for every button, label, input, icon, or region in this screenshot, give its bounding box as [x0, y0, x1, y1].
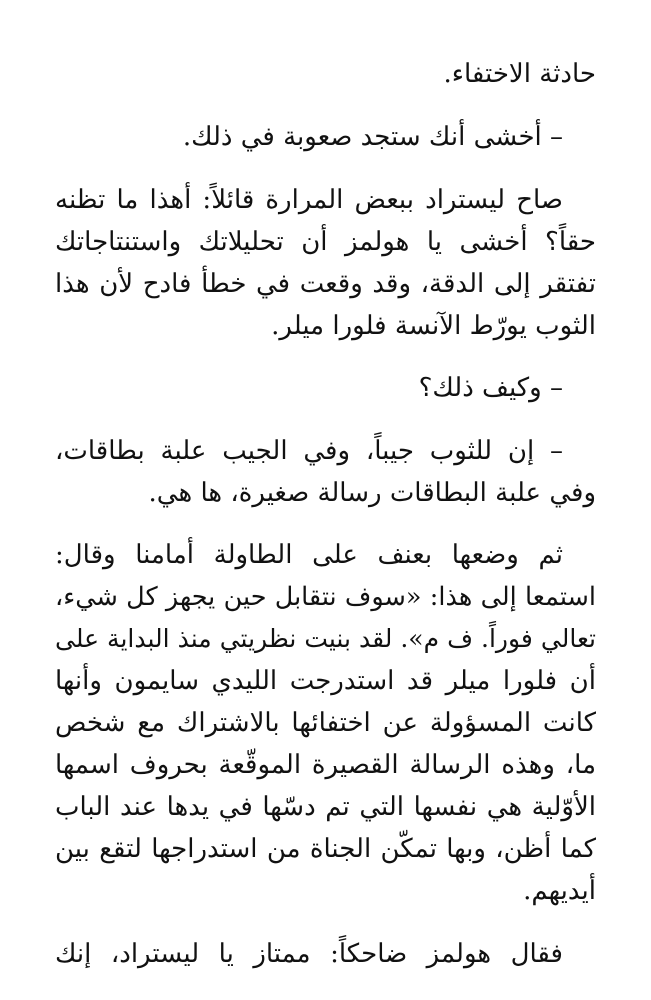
text-line: كانت المسؤولة عن اختفائها بالاشتراك مع شخص [55, 708, 596, 738]
text-line: الأوّلية هي نفسها التي تم دسّها في يدها عند الباب [55, 792, 596, 822]
dialogue-line: – أخشى أنك ستجد صعوبة في ذلك. [182, 122, 563, 152]
text-line: تعالي فوراً. ف م». لقد بنيت نظريتي منذ البداية على [55, 624, 596, 653]
text-line: تفتقر إلى الدقة، وقد وقعت في خطأ فادح لأن هذا [55, 269, 596, 299]
text-line: حادثة الاختفاء. [443, 59, 596, 89]
text-line: ما، وهذه الرسالة القصيرة الموقّعة بحروف اسمها [55, 750, 596, 780]
text-line: حقاً؟ أخشى يا هولمز أن تحليلاتك واستنتاجاتك [55, 227, 596, 257]
dialogue-line: – إن للثوب جيباً، وفي الجيب علبة بطاقات، [55, 436, 563, 466]
text-line: أيديهم. [523, 876, 596, 906]
text-line: فقال هولمز ضاحكاً: ممتاز يا ليستراد، إنك [55, 939, 563, 969]
text-line: كما أظن، وبها تمكّن الجناة من استدراجها لتقع بين [55, 834, 596, 864]
text-line: وفي علبة البطاقات رسالة صغيرة، ها هي. [148, 478, 596, 508]
dialogue-line: – وكيف ذلك؟ [418, 373, 563, 403]
text-line: ثم وضعها بعنف على الطاولة أمامنا وقال: [55, 540, 563, 570]
text-line: استمعا إلى هذا: «سوف نتقابل حين يجهز كل شيء، [55, 582, 596, 612]
text-line: أن فلورا ميلر قد استدرجت الليدي سايمون وأنها [55, 666, 596, 696]
text-line: الثوب يورّط الآنسة فلورا ميلر. [271, 311, 596, 341]
text-line: صاح ليستراد ببعض المرارة قائلاً: أهذا ما تظنه [55, 185, 563, 215]
